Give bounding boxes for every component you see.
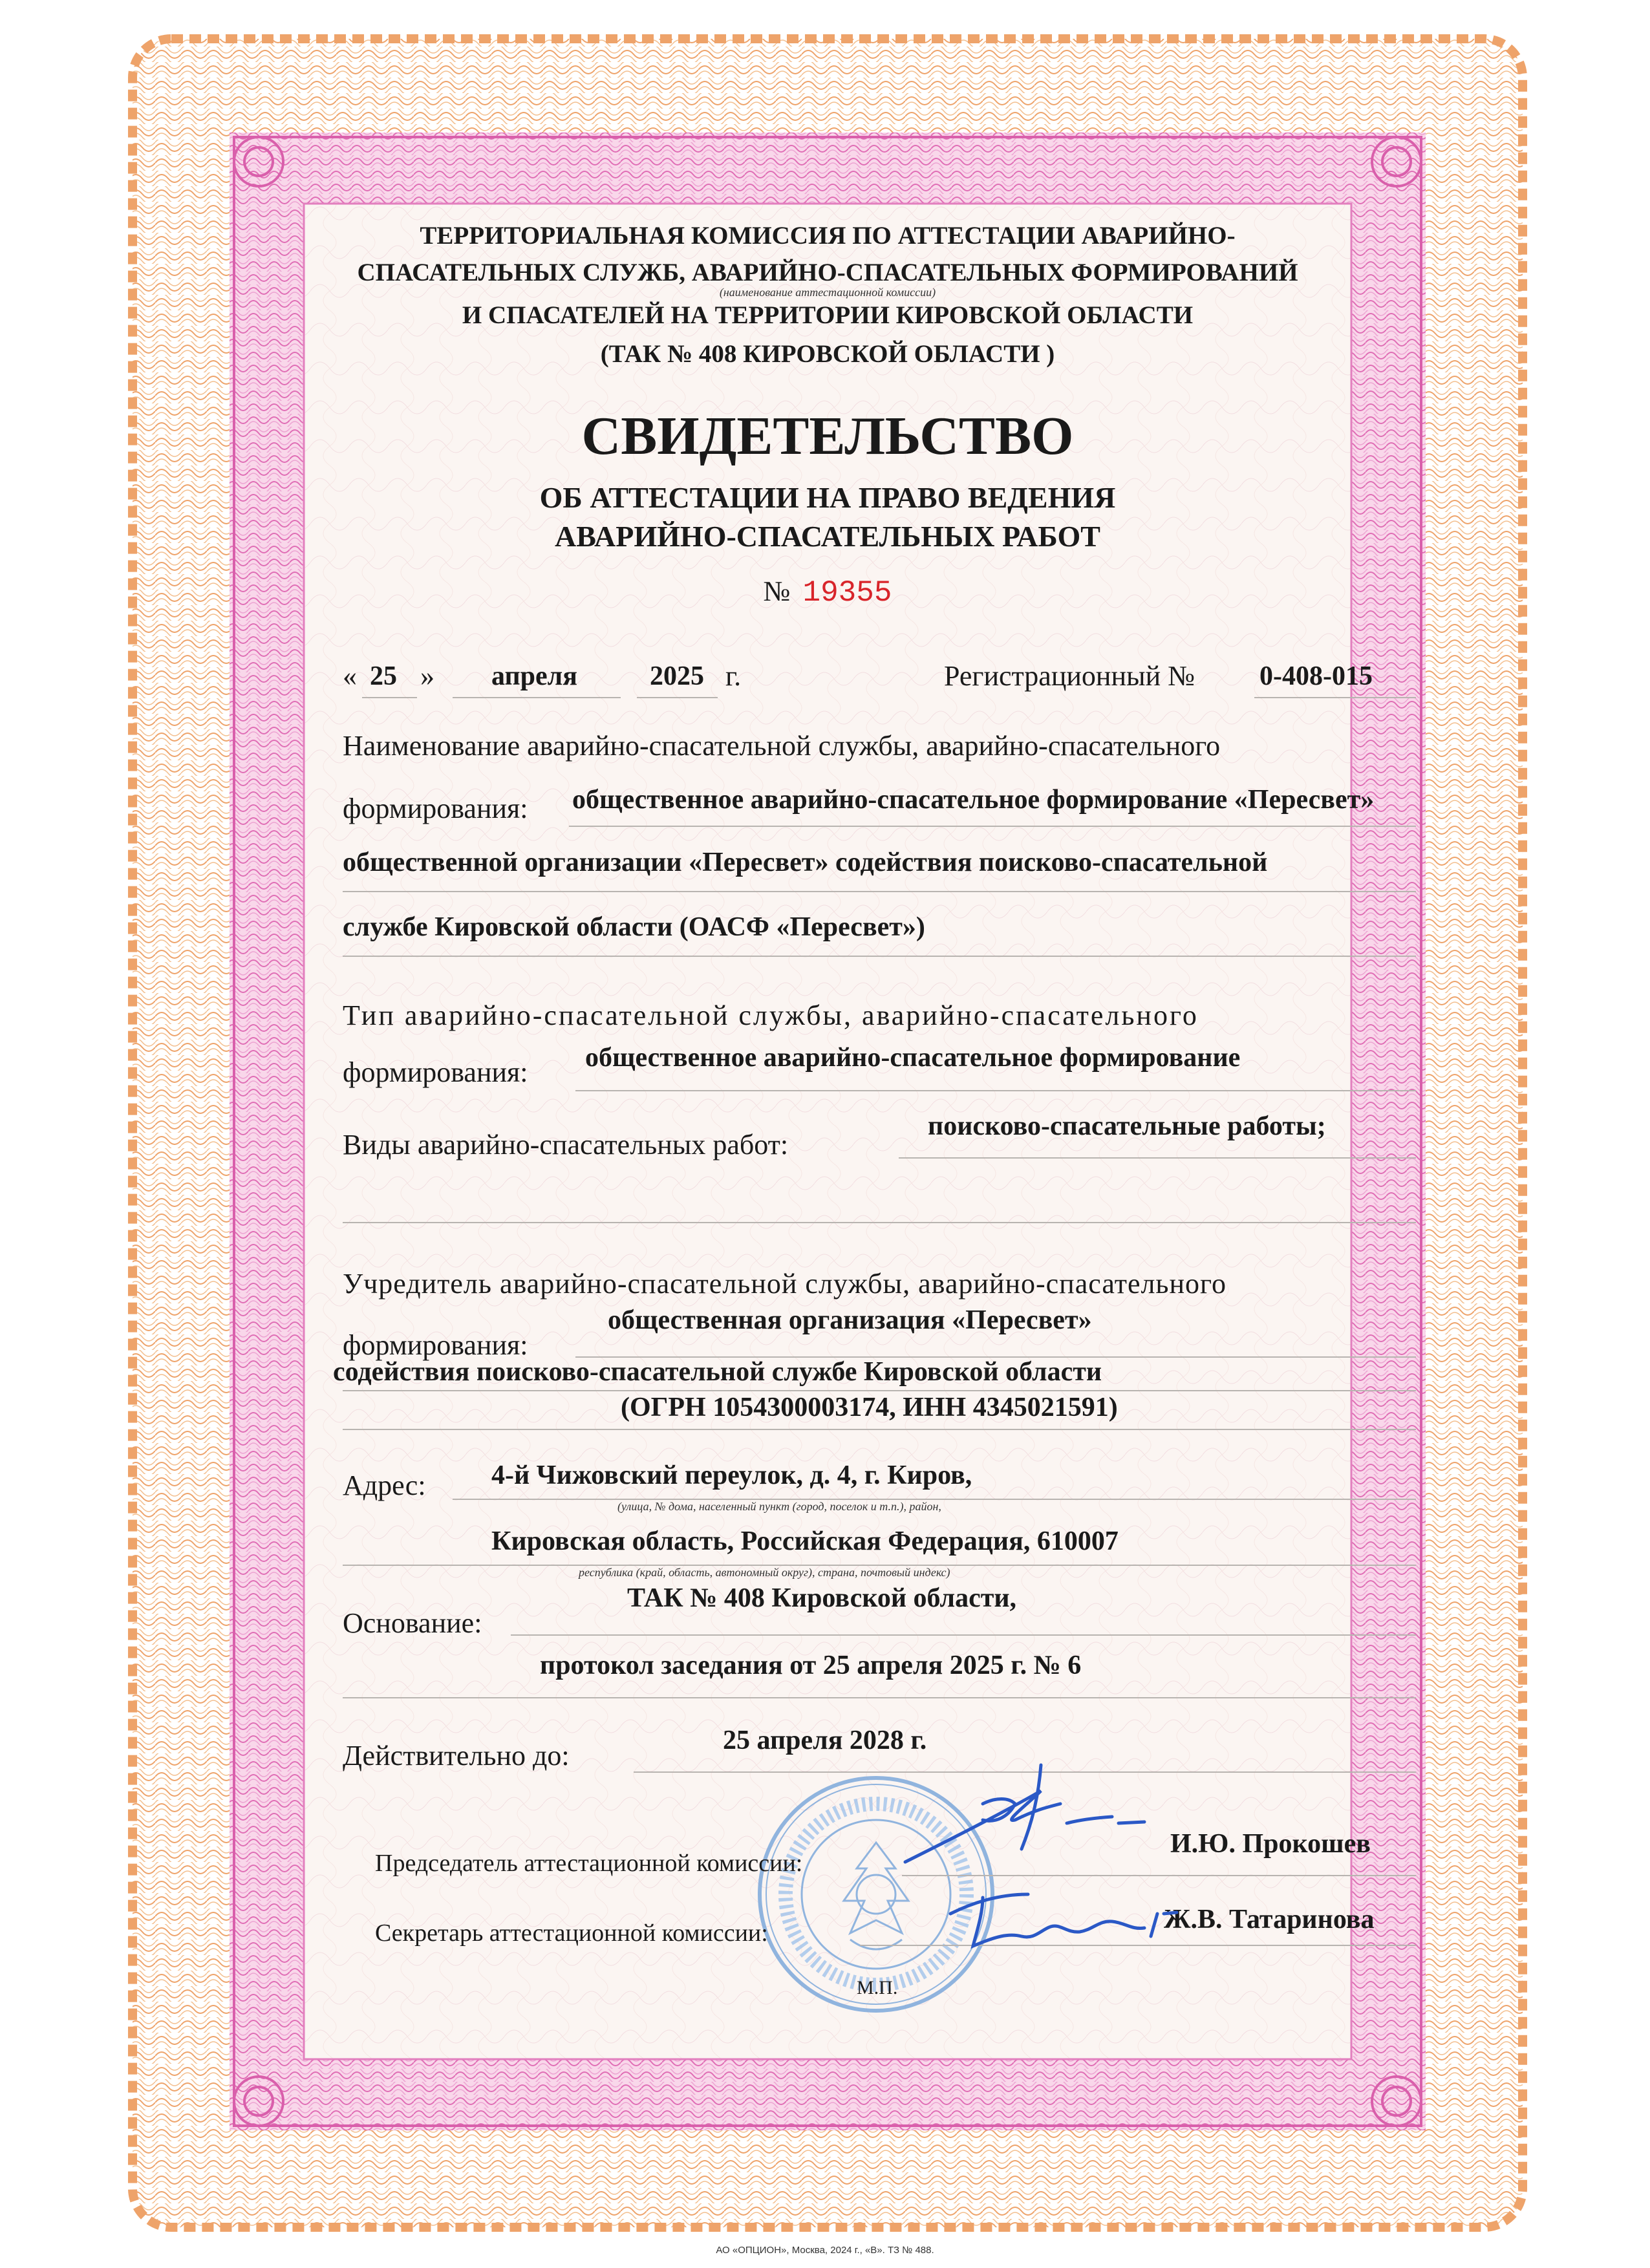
valid-until-label: Действительно до: <box>343 1740 570 1771</box>
founder-value-1: общественная организация «Пересвет» <box>608 1305 1092 1335</box>
chair-label: Председатель аттестационной комиссии: <box>375 1850 803 1877</box>
name-value-1: общественное аварийно-спасательное формирование «Пересвет» <box>572 785 1375 815</box>
date-open-quote: « <box>343 660 357 692</box>
name-label-1: Наименование аварийно-спасательной службы, аварийно-спасательного <box>343 730 1221 762</box>
number-sign: № <box>763 575 791 607</box>
chair-name: И.Ю. Прокошев <box>1170 1829 1371 1859</box>
commission-line-2: СПАСАТЕЛЬНЫХ СЛУЖБ, АВАРИЙНО-СПАСАТЕЛЬНЫХ ФОРМИРОВАНИЙ <box>357 259 1298 286</box>
founder-value-2: содействия поисково-спасательной службе Кировской области <box>333 1357 1102 1387</box>
commission-line-4: (ТАК № 408 КИРОВСКОЙ ОБЛАСТИ ) <box>600 340 1055 368</box>
secretary-name: Ж.В. Татаринова <box>1164 1905 1375 1934</box>
commission-line-1: ТЕРРИТОРИАЛЬНАЯ КОМИССИЯ ПО АТТЕСТАЦИИ АВАРИЙНО- <box>420 222 1236 250</box>
seal-mark: М.П. <box>857 1977 898 1998</box>
address-hint-1: (улица, № дома, населенный пункт (город, поселок и т.п.), район, <box>617 1500 941 1513</box>
type-label-2: формирования: <box>343 1056 528 1088</box>
address-value-1: 4-й Чижовский переулок, д. 4, г. Киров, <box>491 1460 972 1490</box>
secretary-label: Секретарь аттестационной комиссии: <box>375 1920 768 1947</box>
name-value-3: службе Кировской области (ОАСФ «Пересвет») <box>343 912 925 942</box>
founder-value-3: (ОГРН 1054300003174, ИНН 4345021591) <box>621 1393 1118 1422</box>
commission-line-3: И СПАСАТЕЛЕЙ НА ТЕРРИТОРИИ КИРОВСКОЙ ОБЛАСТИ <box>462 301 1194 329</box>
printer-footer: АО «ОПЦИОН», Москва, 2024 г., «В». ТЗ № 488. <box>716 2245 934 2256</box>
secretary-signature <box>938 1875 1196 1965</box>
basis-value-2: протокол заседания от 25 апреля 2025 г. № 6 <box>540 1651 1082 1680</box>
date-day: 25 <box>370 661 397 691</box>
valid-until-value: 25 апреля 2028 г. <box>723 1726 927 1755</box>
date-close-quote: » <box>420 660 434 692</box>
address-value-2: Кировская область, Российская Федерация, 610007 <box>491 1526 1119 1556</box>
registration-number: 0-408-015 <box>1259 661 1373 691</box>
works-value: поисково-спасательные работы; <box>928 1111 1326 1141</box>
founder-label-1: Учредитель аварийно-спасательной службы, аварийно-спасательного <box>343 1268 1227 1300</box>
date-month: апреля <box>491 661 577 691</box>
type-label-1: Тип аварийно-спасательной службы, аварийно-спасательного <box>343 1000 1199 1031</box>
chair-signature <box>886 1746 1157 1875</box>
certificate-title: СВИДЕТЕЛЬСТВО <box>581 406 1074 466</box>
certificate-subtitle-2: АВАРИЙНО-СПАСАТЕЛЬНЫХ РАБОТ <box>555 520 1100 553</box>
type-value: общественное аварийно-спасательное формирование <box>585 1043 1241 1073</box>
registration-label: Регистрационный № <box>944 660 1195 692</box>
works-label: Виды аварийно-спасательных работ: <box>343 1129 789 1161</box>
founder-label-2: формирования: <box>343 1329 528 1361</box>
name-value-2: общественной организации «Пересвет» содействия поисково-спасательной <box>343 848 1268 877</box>
name-label-2: формирования: <box>343 793 528 824</box>
certificate-number <box>304 572 1351 612</box>
serial-number: 19355 <box>802 576 892 610</box>
basis-value-1: ТАК № 408 Кировской области, <box>627 1583 1017 1613</box>
address-label: Адрес: <box>343 1470 426 1501</box>
basis-label: Основание: <box>343 1607 482 1639</box>
date-year: 2025 <box>650 661 704 691</box>
commission-hint: (наименование аттестационной комиссии) <box>719 286 936 299</box>
address-hint-2: республика (край, область, автономный округ), страна, почтовый индекс) <box>579 1566 950 1579</box>
date-year-suffix: г. <box>725 660 742 692</box>
certificate-subtitle-1: ОБ АТТЕСТАЦИИ НА ПРАВО ВЕДЕНИЯ <box>539 481 1116 514</box>
